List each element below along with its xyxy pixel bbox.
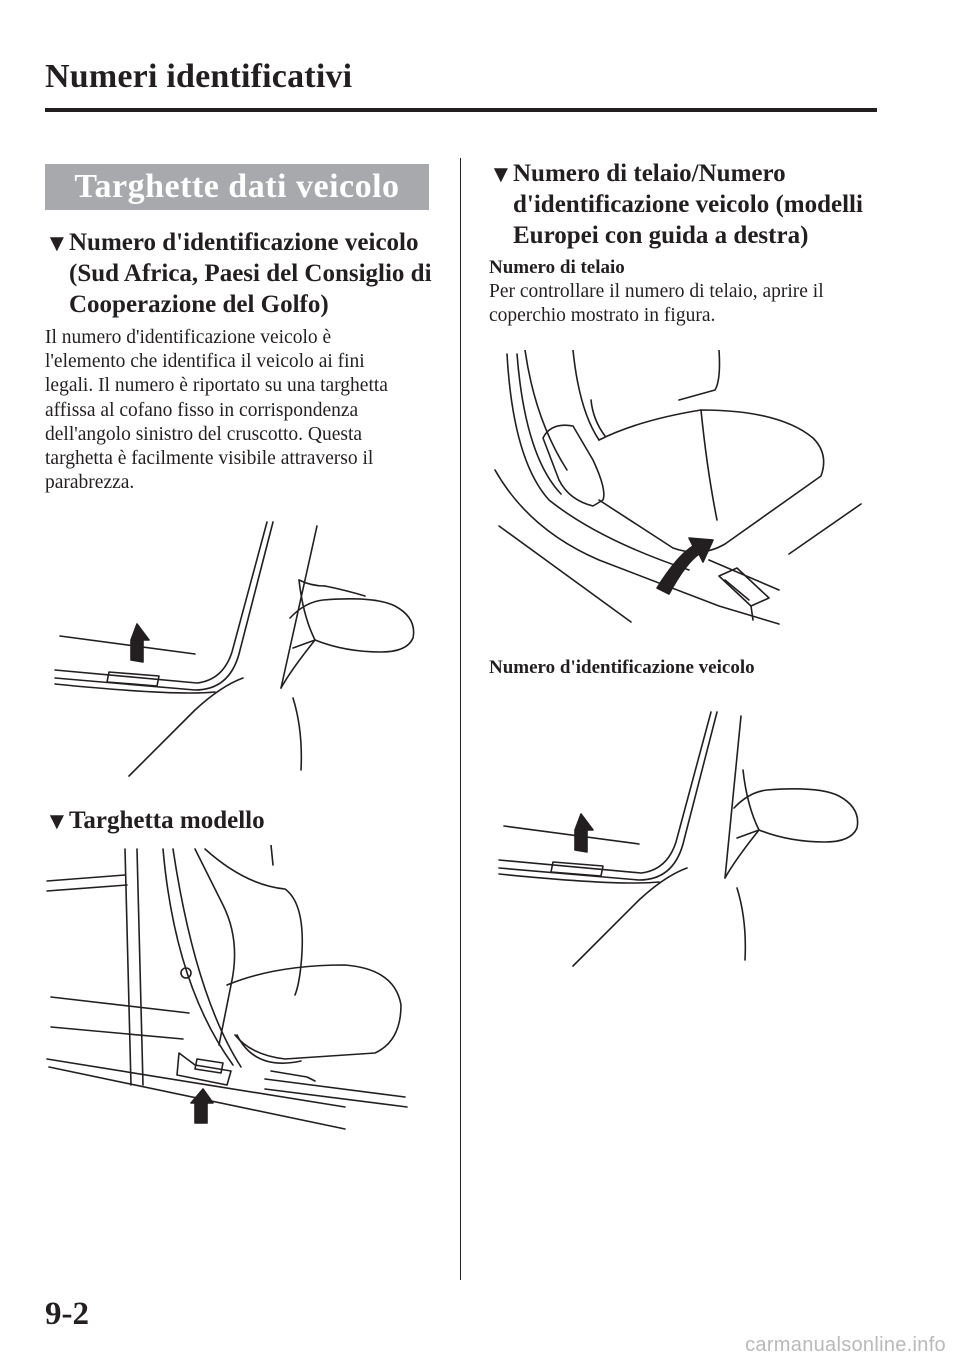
triangle-marker-icon: ▼	[489, 162, 513, 188]
model-plate-heading-text: Targhetta modello	[69, 807, 265, 834]
chassis-cover-illustration	[489, 350, 879, 640]
vin-body-text: Il numero d'identificazione veicolo è l'elemento che identifica il veicolo ai fini legali. Il numero è riportato su una targhetta affissa al cofano fisso in corrispondenza dell'angolo sinistro del cruscotto. Questa targhetta è facilmente visibile attraverso il parabrezza.	[45, 327, 388, 494]
column-divider	[460, 158, 461, 1280]
model-plate-illustration	[45, 845, 435, 1135]
vin-label: Numero d'identificazione veicolo	[489, 657, 755, 678]
triangle-marker-icon: ▼	[45, 231, 69, 257]
chassis-number-label: Numero di telaio	[489, 257, 625, 278]
chassis-number-heading-text: Numero di telaio/Numero d'identificazione veicolo (modelli Europei con guida a destra)	[513, 160, 863, 249]
triangle-marker-icon: ▼	[45, 809, 69, 835]
page-header-title: Numeri identificativi	[45, 58, 353, 95]
model-plate-heading	[45, 805, 435, 836]
chassis-number-heading	[489, 158, 889, 251]
page-number: 9-2	[45, 1296, 89, 1332]
vin-heading	[45, 227, 435, 320]
section-banner: Targhette dati veicolo	[45, 164, 429, 210]
vin-plate-rhd-illustration	[489, 710, 879, 972]
watermark: carmanualsonline.info	[745, 1334, 946, 1356]
header-rule	[45, 108, 877, 112]
chassis-number-body-text: Per controllare il numero di telaio, aprire il coperchio mostrato in figura.	[489, 281, 824, 327]
vin-plate-illustration	[45, 520, 435, 782]
vin-heading-text: Numero d'identificazione veicolo (Sud Africa, Paesi del Consiglio di Cooperazione del Golfo)	[69, 229, 432, 318]
